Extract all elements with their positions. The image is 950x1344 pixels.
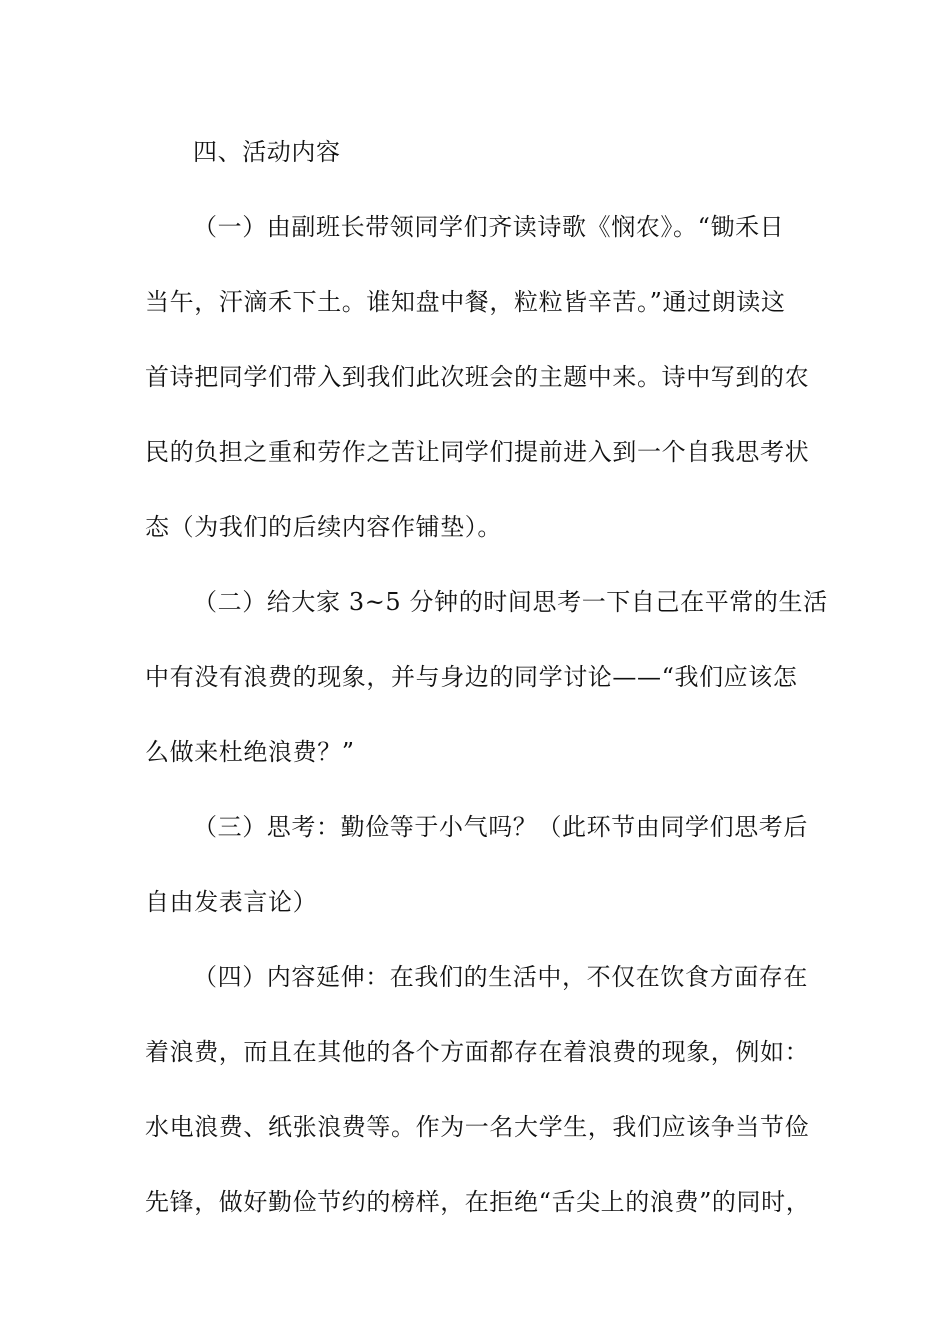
- paragraph-1-line-3: 首诗把同学们带入到我们此次班会的主题中来。诗中写到的农: [145, 363, 810, 391]
- paragraph-4-line-1: （四）内容延伸：在我们的生活中，不仅在饮食方面存在: [193, 963, 808, 991]
- paragraph-3-line-1: （三）思考：勤俭等于小气吗？（此环节由同学们思考后: [193, 813, 808, 841]
- paragraph-4-line-3: 水电浪费、纸张浪费等。作为一名大学生，我们应该争当节俭: [145, 1113, 810, 1141]
- paragraph-1-line-2: 当午，汗滴禾下土。谁知盘中餐，粒粒皆辛苦。”通过朗读这: [145, 288, 786, 316]
- paragraph-1-line-5: 态（为我们的后续内容作铺垫）。: [145, 513, 502, 541]
- paragraph-4-line-2: 着浪费，而且在其他的各个方面都存在着浪费的现象，例如：: [145, 1038, 810, 1066]
- paragraph-3-line-2: 自由发表言论）: [145, 888, 318, 916]
- paragraph-1-line-1: （一）由副班长带领同学们齐读诗歌《悯农》。“锄禾日: [193, 213, 785, 241]
- paragraph-2-line-1: （二）给大家 3~5 分钟的时间思考一下自己在平常的生活: [193, 588, 828, 616]
- paragraph-2-line-2: 中有没有浪费的现象，并与身边的同学讨论——“我们应该怎: [145, 663, 798, 691]
- paragraph-2-line-3: 么做来杜绝浪费？”: [145, 738, 355, 766]
- section-heading: 四、活动内容: [193, 138, 341, 166]
- paragraph-1-line-4: 民的负担之重和劳作之苦让同学们提前进入到一个自我思考状: [145, 438, 810, 466]
- paragraph-4-line-4: 先锋，做好勤俭节约的榜样，在拒绝“舌尖上的浪费”的同时，: [145, 1188, 811, 1216]
